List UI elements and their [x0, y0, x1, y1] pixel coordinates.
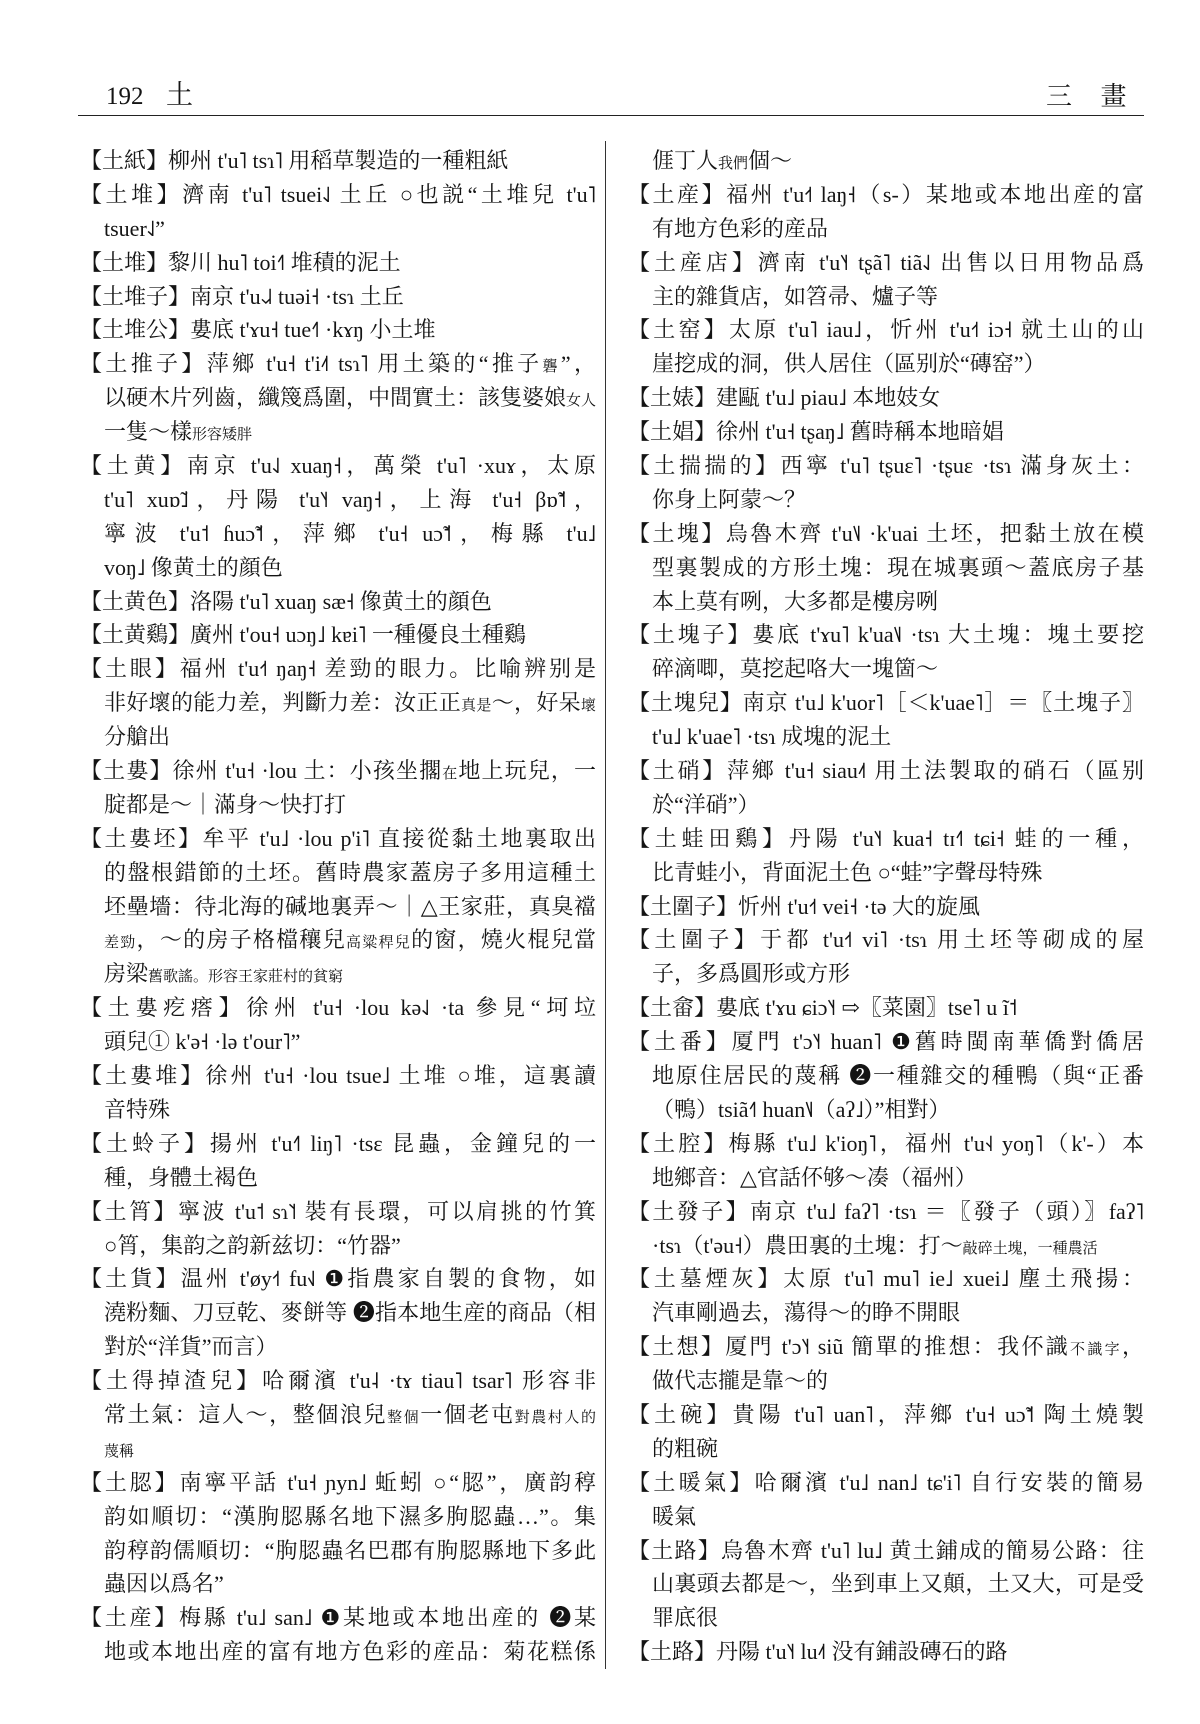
entry-text: 【土番】厦門 t'ɔ˥˧ huan˥ ❶舊時閩南華僑對僑居: [628, 1029, 1144, 1055]
entry-continuation-line: [80, 1025, 596, 1059]
entry-text: 【土堆公】婁底 t'ɤu˧ tue˧˥ ·kɤŋ 小土堆: [80, 317, 436, 343]
entry-text: 【土黄】南京 t'u˨˩ xuaŋ˧，萬榮 t'u˥ ·xuɤ，太原: [80, 453, 596, 479]
dictionary-entry: [80, 178, 596, 246]
dictionary-entry: [80, 449, 596, 585]
entry-text: 韵稕韵儒順切：“朐䏰蟲名巴郡有朐䏰縣地下多此: [104, 1537, 596, 1563]
entry-small-note: 高粱稈兒: [345, 935, 412, 952]
entry-text: voŋ˩ 像黄土的顔色: [104, 554, 283, 580]
entry-head-line: [628, 1534, 1144, 1568]
dictionary-entry: [80, 144, 596, 178]
dictionary-entry: [628, 1534, 1144, 1636]
entry-text: 【土眼】福州 t'u˧˦ ŋaŋ˧ 差勁的眼力。比喻辨别是: [80, 656, 596, 682]
entry-continuation-line: [628, 1364, 1144, 1398]
dictionary-entry: [80, 1195, 596, 1263]
entry-text: 坯壘墻：待北海的碱地裏弄～｜△王家莊，真臭襠: [104, 893, 596, 919]
entry-text: 地鄉音：△官話伓够～凑（福州）: [652, 1164, 977, 1190]
entry-text: 頭兒① k'ə˧ ·lə t'our˥”: [104, 1029, 301, 1055]
entry-text: 的粗碗: [652, 1435, 719, 1461]
entry-continuation-line: [628, 1161, 1144, 1195]
entry-continuation-line: [628, 1601, 1144, 1635]
entry-text: 【土碗】貴陽 t'u˥ uan˥，萍鄉 t'u˧ uɔ̃˦ 陶土燒製: [628, 1401, 1144, 1427]
entry-head-line: [628, 1466, 1144, 1500]
radical-heading: 土: [166, 80, 193, 110]
entry-continuation-line: [80, 686, 596, 720]
entry-text: 【土堆】黎川 hu˥ toi˧˥ 堆積的泥土: [80, 249, 401, 275]
dictionary-entry: [628, 923, 1144, 991]
entry-text: 【土腔】梅縣 t'u˩ k'ioŋ˥，福州 t'u˧˨ yoŋ˥（k'-）本: [628, 1130, 1144, 1156]
entry-small-note: 蔑稱: [104, 1443, 135, 1460]
entry-head-line: [628, 1195, 1144, 1229]
entry-head-line: [628, 178, 1144, 212]
dictionary-entry: [80, 822, 596, 991]
entry-text: 有地方色彩的産品: [652, 215, 829, 241]
entry-continuation-line: [80, 381, 596, 415]
entry-text: 韵如順切：“漢朐䏰縣名地下濕多朐䏰蟲…”。集: [104, 1503, 596, 1529]
entry-text: 暖氣: [652, 1503, 697, 1529]
entry-text: 【土産店】濟南 t'u˥˧ tʂã˥ tiã˨˩ 出售以日用物品爲: [628, 249, 1144, 275]
entry-text: ～，好呆: [491, 690, 581, 716]
dictionary-entry: [628, 144, 1144, 178]
right-column: [628, 144, 1144, 1669]
entry-text: 【土黄鷄】廣州 t'ou˧ uɔŋ˩ kɐi˥ 一種優良土種鷄: [80, 622, 526, 648]
dictionary-entry: [628, 1466, 1144, 1534]
entry-continuation-line: [628, 720, 1144, 754]
entry-small-note: 礱: [542, 359, 561, 376]
entry-text: 【土䏰】南寧平話 t'u˧ ɲyn˩ 蚯蚓 ○“䏰”，廣韵稕: [80, 1469, 596, 1495]
entry-text: 子，多爲圓形或方形: [652, 961, 851, 987]
dictionary-entry: [628, 517, 1144, 619]
entry-text: 【土蛙田鷄】丹陽 t'u˥˧ kua˧ tɪ˧˥ tɕi˧ 蛙的一種，: [628, 825, 1144, 851]
entry-text: 【土黄色】洛陽 t'u˥ xuaŋ sæ˧ 像黄土的顔色: [80, 588, 492, 614]
dictionary-entry: [80, 652, 596, 754]
entry-continuation-line: [80, 415, 596, 449]
dictionary-entry: [628, 313, 1144, 381]
dictionary-entry: [628, 449, 1144, 517]
entry-text: 【土圍子】于都 t'u˧˦ vi˥ ·tsɿ 用土坯等砌成的屋: [628, 927, 1144, 953]
entry-text: 【土揣揣的】西寧 t'u˥ tʂuɛ˥ ·tʂuɛ ·tsɿ 滿身灰土：: [628, 453, 1144, 479]
dictionary-entry: [628, 686, 1144, 754]
entry-head-line: [628, 754, 1144, 788]
entry-head-line: [628, 415, 1144, 449]
entry-continuation-line: [628, 1567, 1144, 1601]
entry-head-line: [80, 1262, 596, 1296]
entry-text: t'u˥ xuɒ̃˩，丹陽 t'u˥˧ vaŋ˧，上海 t'u˧ βɒ̃˦，: [104, 486, 596, 512]
entry-head-line: [80, 1364, 596, 1398]
entry-head-line: [80, 1195, 596, 1229]
entry-text: 【土婁坯】牟平 t'u˩ ·lou p'i˥ 直接從黏土地裏取出: [80, 825, 596, 851]
dictionary-entry: [80, 754, 596, 822]
entry-continuation-line: [80, 1330, 596, 1364]
entry-text: 【土婁堆】徐州 t'u˧ ·lou tsue˩ 土堆 ○堆，這裏讀: [80, 1063, 596, 1089]
entry-small-note: 整個: [387, 1409, 421, 1426]
dictionary-entry: [80, 1059, 596, 1127]
entry-head-line: [628, 246, 1144, 280]
entry-small-note: 舊歌謠。形容王家莊村的貧窮: [148, 969, 344, 986]
entry-text: 【土路】烏魯木齊 t'u˥ lu˩ 黄土鋪成的簡易公路：往: [628, 1537, 1144, 1563]
entry-continuation-line: [628, 652, 1144, 686]
entry-continuation-line: [80, 483, 596, 517]
entry-small-note: 對農村人的: [514, 1409, 596, 1426]
entry-continuation-line: [628, 957, 1144, 991]
stroke-section-label: 三 畫: [1046, 82, 1127, 111]
entry-head-line: [80, 280, 596, 314]
entry-head-line: [628, 1025, 1144, 1059]
entry-text: 的窗，燒火棍兒當: [411, 927, 596, 953]
dictionary-entry: [80, 618, 596, 652]
entry-text: 【土想】厦門 t'ɔ˥˧ siũ 簡單的推想：我伓識: [628, 1334, 1071, 1360]
entry-text: 一個老屯: [420, 1401, 515, 1427]
dictionary-entry: [80, 991, 596, 1059]
entry-continuation-line: [80, 1500, 596, 1534]
entry-text: 【土産】福州 t'u˧˦ laŋ˧（s-）某地或本地出産的富: [628, 181, 1144, 207]
entry-continuation-line: [80, 957, 596, 991]
entry-continuation-line: [628, 585, 1144, 619]
entry-text: ，～的房子格檔穰兒: [136, 927, 346, 953]
entry-continuation-line: [628, 280, 1144, 314]
dictionary-entry: [628, 415, 1144, 449]
entry-continuation-line: [80, 517, 596, 551]
entry-text: 做代志攏是靠～的: [652, 1368, 829, 1394]
entry-head-line: [80, 1059, 596, 1093]
entry-text: 【土産】梅縣 t'u˩ san˩ ❶某地或本地出産的 ❷某: [80, 1605, 596, 1631]
entry-text: 【土路】丹陽 t'u˥˧ lu˨˦ 没有鋪設磚石的路: [628, 1639, 1008, 1665]
entry-text: 山裏頭去都是～，坐到車上又顛，土又大，可是受: [652, 1571, 1144, 1597]
entry-text: 本上莫有咧，大多都是樓房咧: [652, 588, 939, 614]
entry-text: 【土蛉子】揚州 t'u˧˥ liŋ˥ ·tsɛ 昆蟲，金鐘兒的一: [80, 1130, 596, 1156]
entry-text: 【土暖氣】哈爾濱 t'u˩ nan˩ tɕ'i˥ 自行安裝的簡易: [628, 1469, 1144, 1495]
entry-text: ，: [1121, 1334, 1144, 1360]
entry-text: ”，: [560, 351, 597, 377]
entry-text: 腚都是～｜滿身～快打打: [104, 791, 347, 817]
entry-small-note: 在: [442, 766, 459, 783]
entry-text: 【土娼】徐州 t'u˧ tʂaŋ˩ 舊時稱本地暗娼: [628, 419, 1004, 445]
entry-text: 對於“洋貨”而言）: [104, 1334, 278, 1360]
entry-text: 一隻～樣: [104, 419, 193, 445]
entry-text: 【土紙】柳州 t'u˥ tsɿ˥ 用稻草製造的一種粗紙: [80, 148, 509, 173]
entry-small-note: 形容矮胖: [192, 427, 253, 444]
entry-continuation-line: [80, 1296, 596, 1330]
entry-head-line: [80, 1601, 596, 1635]
entry-head-line: [80, 754, 596, 788]
entry-head-line: [80, 991, 596, 1025]
dictionary-entry: [80, 1127, 596, 1195]
entry-head-line: [628, 822, 1144, 856]
entry-head-line: [628, 1262, 1144, 1296]
entry-text: t'u˩ k'uae˥ ·tsɿ 成塊的泥土: [652, 724, 892, 750]
entry-text: 種，身體土褐色: [104, 1164, 259, 1190]
dictionary-entry: [80, 1364, 596, 1466]
entry-continuation-line: [628, 856, 1144, 890]
entry-continuation-line: [80, 1161, 596, 1195]
dictionary-entry: [628, 381, 1144, 415]
entry-text: 【土圍子】忻州 t'u˧˦ vei˧ ·tə 大的旋風: [628, 893, 981, 919]
entry-text: 非好壞的能力差，判斷力差：汝正正: [104, 690, 462, 716]
entry-continuation-line: [80, 788, 596, 822]
entry-text: 主的雜貨店，如笤帚、爐子等: [652, 283, 939, 309]
entry-text: 【土畲】婁底 t'ɤu ɕiɔ˥˧ ⇨〖菜園〗tse˥ u ĩ˦: [628, 995, 1018, 1021]
entry-head-line: [628, 686, 1144, 720]
entry-continuation-line: [80, 551, 596, 585]
entry-head-line: [628, 1398, 1144, 1432]
dictionary-entry: [80, 280, 596, 314]
entry-text: 地上玩兒，一: [458, 758, 596, 784]
entry-head-line: [80, 449, 596, 483]
entry-continuation-line: [80, 856, 596, 890]
entry-head-line: [628, 381, 1144, 415]
dictionary-entry: [628, 822, 1144, 890]
dictionary-entry: [628, 178, 1144, 246]
entry-head-line: [628, 517, 1144, 551]
entry-continuation-line: [80, 1229, 596, 1263]
entry-head-line: [628, 890, 1144, 924]
entry-head-line: [628, 923, 1144, 957]
entry-head-line: [80, 313, 596, 347]
entry-head-line: [80, 652, 596, 686]
header-rule: [78, 115, 1144, 116]
dictionary-entry: [628, 1635, 1144, 1669]
dictionary-entry: [628, 1127, 1144, 1195]
dictionary-entry: [628, 618, 1144, 686]
entry-text: 蟲因以爲名”: [104, 1571, 224, 1597]
entry-small-note: 女人: [566, 393, 597, 410]
entry-continuation-line: [80, 1567, 596, 1601]
dictionary-entry: [80, 313, 596, 347]
entry-head-line: [628, 1127, 1144, 1161]
entry-continuation-line: [80, 1093, 596, 1127]
entry-text: 音特殊: [104, 1096, 171, 1122]
entry-text: （鴨）tsiã˧˥ huan˥˩（aʔ˩）”相對）: [652, 1096, 951, 1122]
entry-small-note: 真是: [461, 698, 492, 715]
entry-text: 【土發子】南京 t'u˩ faʔ˥ ·tsɿ ＝〖發子（頭）〗faʔ˥: [628, 1198, 1144, 1224]
entry-head-line: [80, 618, 596, 652]
entry-continuation-line: [80, 1635, 596, 1669]
entry-head-line: [628, 618, 1144, 652]
entry-text: 你身上阿蒙～？: [652, 486, 807, 512]
dictionary-entry: [628, 246, 1144, 314]
entry-text: 【土婁疙瘩】徐州 t'u˧ ·lou kə˨˩ ·ta 參見“坷垃: [80, 995, 596, 1021]
entry-head-line: [80, 246, 596, 280]
dictionary-entry: [80, 1262, 596, 1364]
entry-continuation-line: [80, 890, 596, 924]
dictionary-entry: [628, 991, 1144, 1025]
entry-text: 地原住居民的蔑稱 ❷一種雜交的種鴨（與“正番: [652, 1063, 1144, 1089]
entry-small-note: 敲碎土塊，一種農活: [962, 1240, 1098, 1257]
entry-head-line: [628, 449, 1144, 483]
entry-small-note: 壞: [580, 698, 596, 715]
dictionary-entry: [628, 1025, 1144, 1127]
dictionary-entry: [628, 890, 1144, 924]
entry-text: 𠊎丁人: [652, 148, 719, 173]
dictionary-entry: [80, 246, 596, 280]
entry-continuation-line: [628, 1500, 1144, 1534]
entry-text: 澆粉麵、刀豆乾、麥餅等 ❷指本地生産的商品（相: [104, 1300, 596, 1326]
entry-text: 分艙出: [104, 724, 171, 750]
entry-head-line: [628, 1635, 1144, 1669]
entry-text: 罪底很: [652, 1605, 719, 1631]
entry-text: 於“洋硝”）: [652, 791, 760, 817]
entry-text: 寧波 t'u˦ ɦuɔ̃˦，萍鄉 t'u˧ uɔ̃˦，梅縣 t'u˩: [104, 520, 596, 546]
dictionary-entry: [628, 754, 1144, 822]
entry-head-line: [628, 313, 1144, 347]
entry-text: tsuer˨˩”: [104, 215, 165, 241]
entry-continuation-line: [628, 788, 1144, 822]
entry-text: 常土氣：這人～，整個浪兒: [104, 1401, 388, 1427]
entry-text: 汽車剛過去，蕩得～的睁不開眼: [652, 1300, 961, 1326]
page-number: 192: [106, 83, 144, 110]
entry-text: 【土婊】建甌 t'u˩ piau˩ 本地妓女: [628, 385, 941, 411]
entry-text: 【土硝】萍鄉 t'u˧ siau˨˦ 用土法製取的硝石（區别: [628, 758, 1144, 784]
entry-continuation-line: [628, 551, 1144, 585]
entry-small-note: 不識字: [1070, 1342, 1122, 1359]
entry-continuation-line: [628, 347, 1144, 381]
entry-continuation-line: [80, 1432, 596, 1466]
entry-text: 型裏製成的方形土塊：現在城裏頭～蓋底房子基: [652, 554, 1144, 580]
entry-text: 【土推子】萍鄉 t'u˧ t'i˨˦ tsɿ˥ 用土築的“推子: [80, 351, 543, 377]
entry-text: 以硬木片列齒，纖篾爲圍，中間實土：該隻婆娘: [104, 385, 567, 411]
entry-continuation-line: [80, 1398, 596, 1432]
entry-continuation-line: [628, 483, 1144, 517]
entry-text: 【土堆子】南京 t'u˨˩˨ tuəi˧ ·tsɿ 土丘: [80, 283, 404, 309]
entry-continuation-line: [628, 1432, 1144, 1466]
entry-text: 【土塊子】婁底 t'ɤu˥ k'ua˥˩ ·tsɿ 大土塊：塊土要挖: [628, 622, 1144, 648]
dictionary-entry: [80, 585, 596, 619]
dictionary-entry: [628, 1195, 1144, 1263]
entry-head-line: [80, 822, 596, 856]
entry-continuation-line: [80, 720, 596, 754]
dictionary-entry: [628, 1262, 1144, 1330]
entry-continuation-line: [628, 144, 1144, 178]
entry-text: 碎滴唧，莫挖起咯大一塊箇～: [652, 656, 939, 682]
entry-head-line: [80, 178, 596, 212]
entry-continuation-line: [80, 212, 596, 246]
entry-small-note: 差勁: [104, 935, 137, 952]
entry-continuation-line: [80, 923, 596, 957]
entry-text: 比青蛙小，背面泥土色 ○“蛙”字聲母特殊: [652, 859, 1043, 885]
column-divider: [605, 141, 606, 1669]
entry-continuation-line: [628, 1229, 1144, 1263]
entry-text: 【土窑】太原 t'u˥ iau˩，忻州 t'u˧˦ iɔ˧ 就土山的山: [628, 317, 1144, 343]
entry-text: 【土堆】濟南 t'u˥ tsuei˨˩ 土丘 ○也説“土堆兒 t'u˥: [80, 181, 596, 207]
entry-text: 【土墓煙灰】太原 t'u˥ mu˥ ie˩ xuei˩ 塵土飛揚：: [628, 1266, 1144, 1292]
dictionary-entry: [80, 347, 596, 449]
entry-small-note: 我們: [718, 156, 749, 172]
entry-text: 個～: [748, 148, 793, 173]
dictionary-entry: [628, 1398, 1144, 1466]
entry-continuation-line: [80, 1534, 596, 1568]
entry-head-line: [628, 991, 1144, 1025]
entry-continuation-line: [628, 1093, 1144, 1127]
entry-text: 的盤根錯節的土坯。舊時農家蓋房子多用這種土: [104, 859, 596, 885]
dictionary-entry: [628, 1330, 1144, 1398]
entry-text: 【土婁】徐州 t'u˧ ·lou 土：小孩坐擱: [80, 758, 443, 784]
left-column: [80, 144, 596, 1669]
entry-text: 地或本地出産的富有地方色彩的産品：菊花糕係: [104, 1639, 596, 1665]
entry-head-line: [80, 585, 596, 619]
entry-continuation-line: [628, 212, 1144, 246]
entry-text: 崖挖成的洞，供人居住（區别於“磚窑”）: [652, 351, 1046, 377]
entry-head-line: [80, 144, 596, 178]
page-header: [0, 0, 1200, 120]
entry-text: 【土筲】寧波 t'u˦ sɿ˥˦ 裝有長環，可以肩挑的竹箕: [80, 1198, 596, 1224]
entry-head-line: [628, 1330, 1144, 1364]
entry-text: 房梁: [104, 961, 149, 987]
entry-text: 【土得掉渣兒】哈爾濱 t'u˨ ·tɤ tiau˥ tsar˥ 形容非: [80, 1368, 596, 1394]
entry-text: ·tsɿ（t'əu˧）農田裏的土塊：打～: [652, 1232, 963, 1258]
entry-head-line: [80, 347, 596, 381]
entry-head-line: [80, 1127, 596, 1161]
entry-head-line: [80, 1466, 596, 1500]
entry-text: 【土塊兒】南京 t'u˩ k'uor˥［＜k'uae˥］＝〖土塊子〗: [628, 690, 1144, 716]
entry-text: 【土貨】温州 t'øy˧˦ fu˧˩ ❶指農家自製的食物，如: [80, 1266, 596, 1292]
entry-continuation-line: [628, 1296, 1144, 1330]
entry-continuation-line: [628, 1059, 1144, 1093]
entry-text: 【土塊】烏魯木齊 t'u˥˩ ·k'uai 土坯，把黏土放在模: [628, 520, 1144, 546]
dictionary-entry: [80, 1466, 596, 1602]
entry-text: ○筲，集韵之韵新兹切：“竹器”: [104, 1232, 401, 1258]
dictionary-entry: [80, 1601, 596, 1669]
